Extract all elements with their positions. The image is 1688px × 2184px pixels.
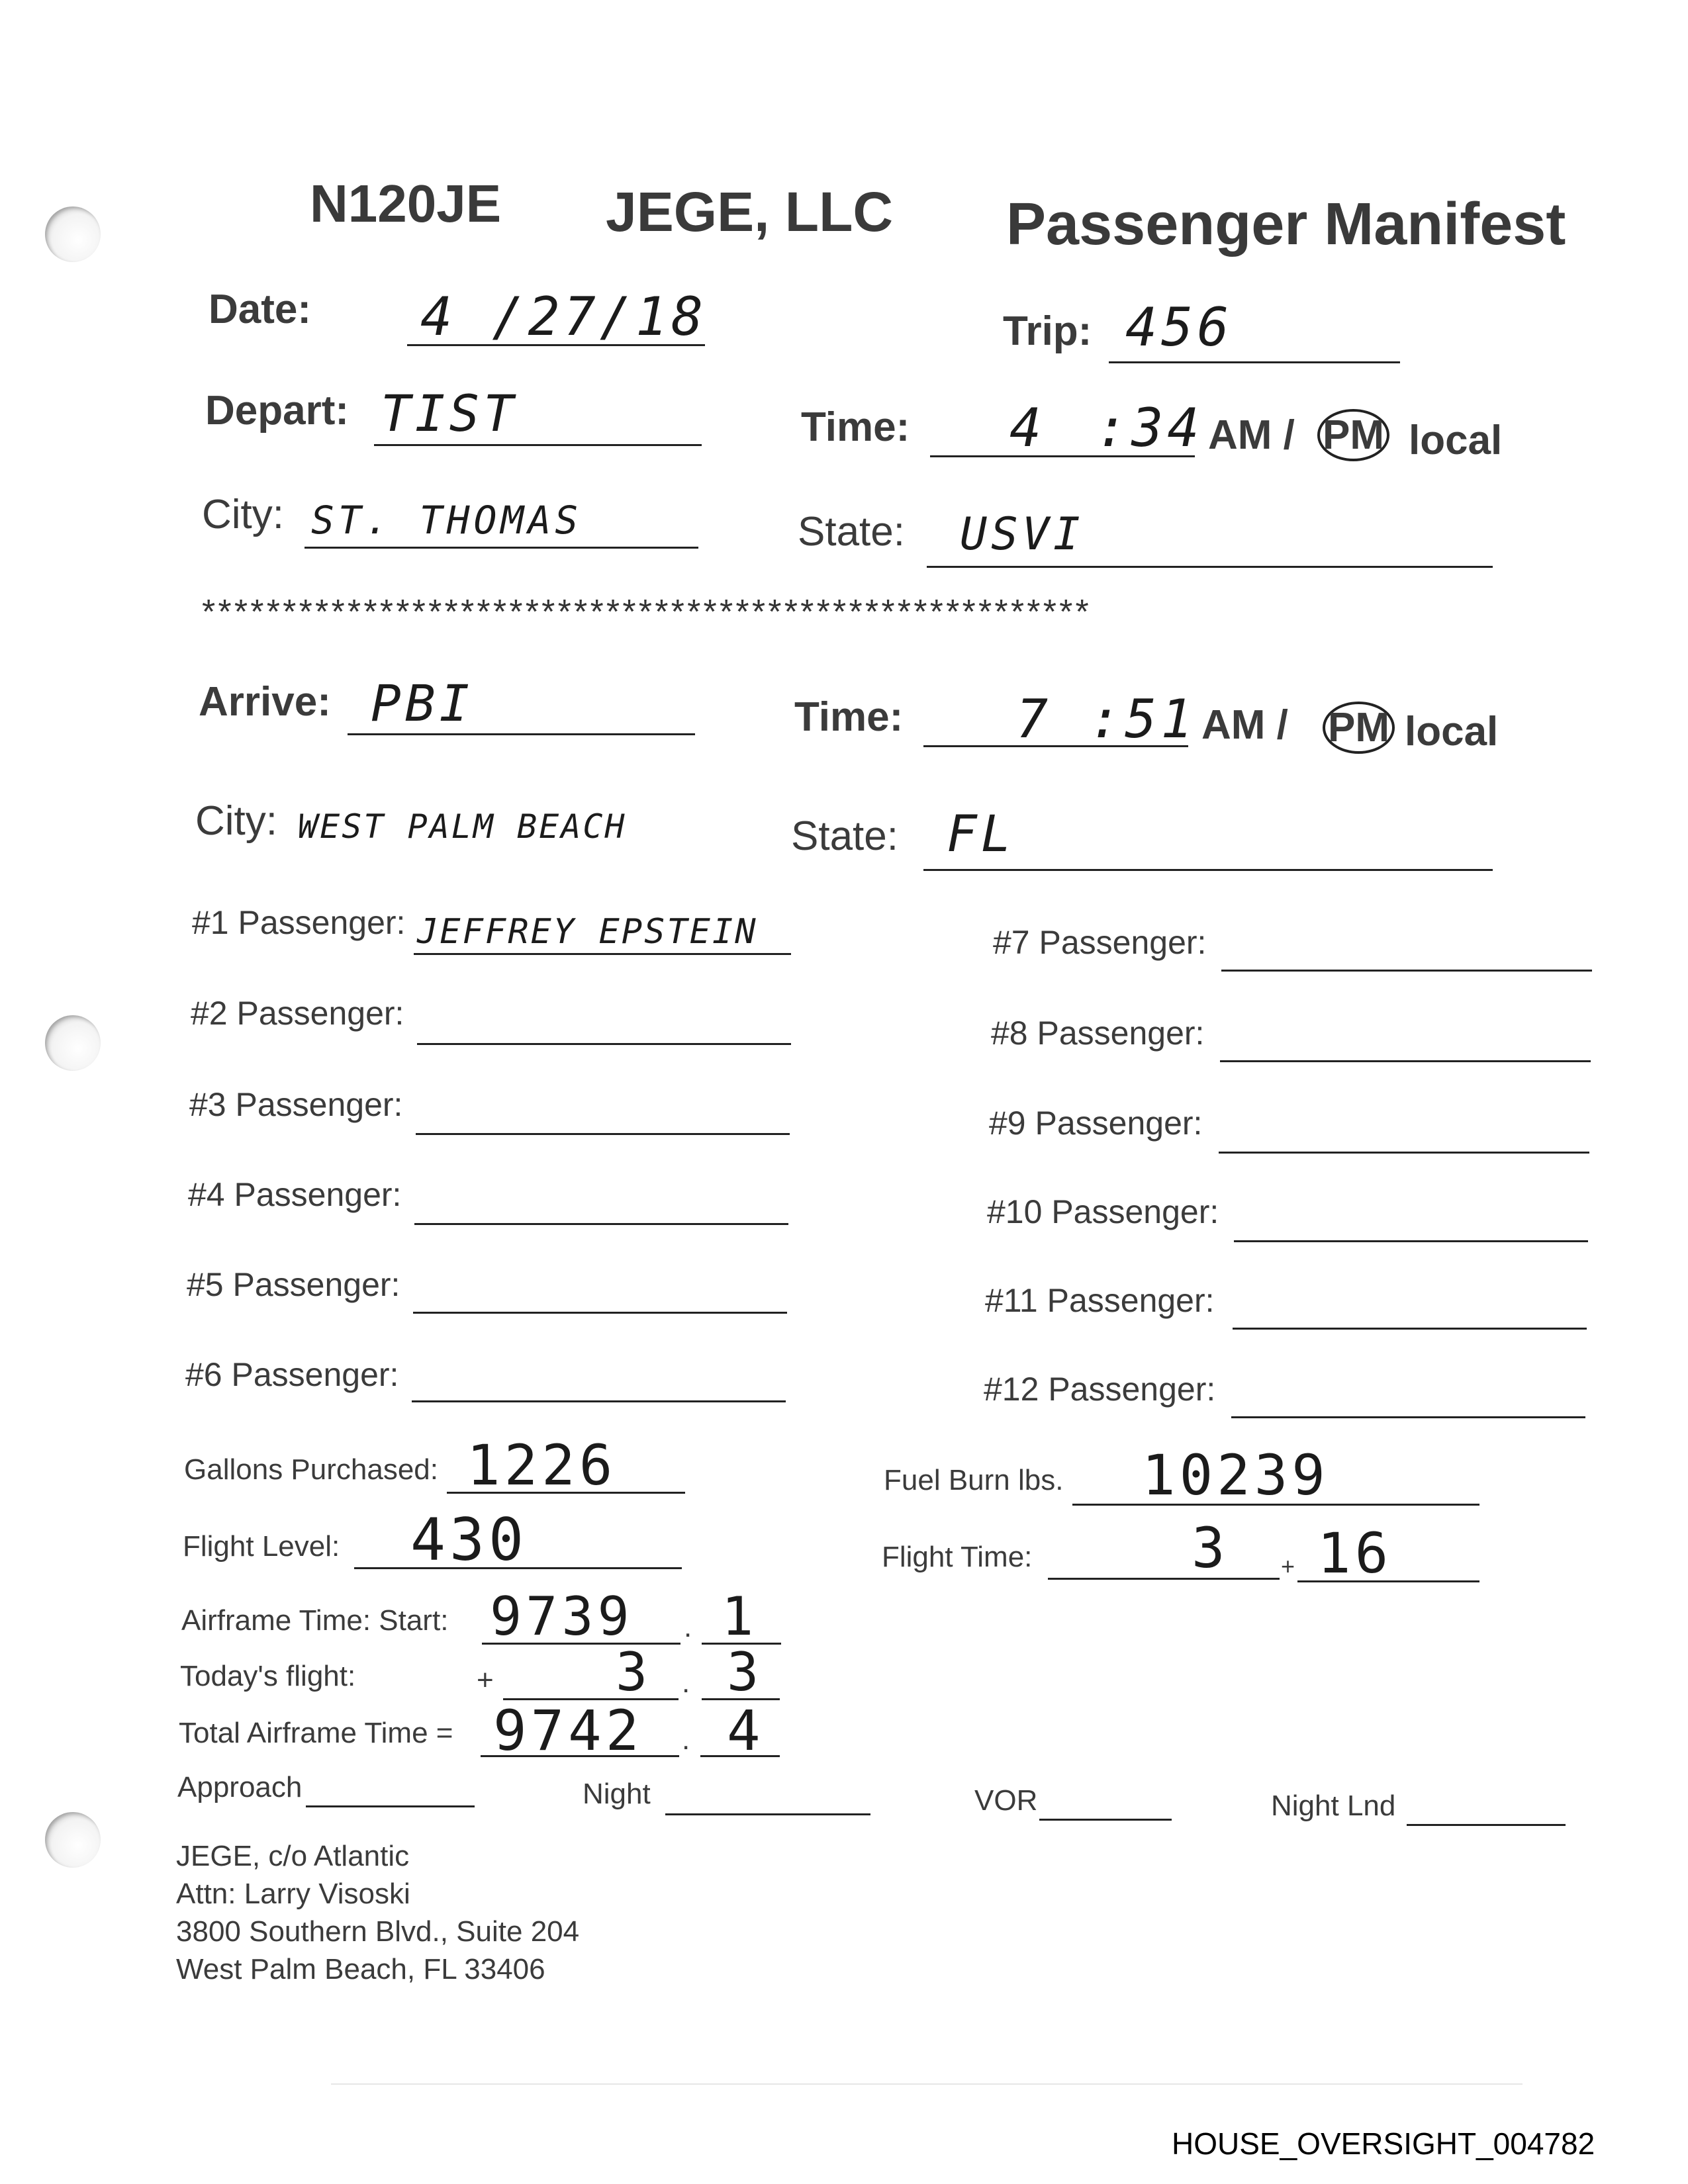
depart-state-label: State: xyxy=(798,509,905,555)
depart-state-value[interactable]: USVI xyxy=(960,508,1084,561)
passenger-7-label: #7 Passenger: xyxy=(993,924,1207,961)
passenger-3-label: #3 Passenger: xyxy=(189,1086,403,1123)
arrive-time-hour[interactable]: 7 xyxy=(1016,688,1053,750)
passenger-9-line xyxy=(1219,1152,1589,1154)
depart-local-label: local xyxy=(1409,418,1503,463)
passenger-9-label: #9 Passenger: xyxy=(989,1105,1203,1142)
passenger-4-label: #4 Passenger: xyxy=(188,1176,402,1213)
mailing-address xyxy=(176,1837,579,1988)
arrive-state-label: State: xyxy=(791,813,898,859)
depart-label: Depart: xyxy=(205,388,350,433)
depart-line xyxy=(374,444,702,446)
passenger-8-label: #8 Passenger: xyxy=(991,1015,1205,1052)
trip-line xyxy=(1109,361,1400,363)
arrive-time-label: Time: xyxy=(794,694,904,740)
total-tenth[interactable]: 4 xyxy=(727,1698,765,1763)
night-label: Night xyxy=(583,1778,651,1810)
arrive-state-line xyxy=(923,869,1493,871)
passenger-12-line xyxy=(1231,1416,1585,1418)
depart-city-label: City: xyxy=(202,492,284,537)
night-line xyxy=(665,1813,870,1815)
todays-flight-label: Today's flight: xyxy=(180,1660,356,1692)
arrive-local-label: local xyxy=(1405,709,1499,754)
passenger-5-line xyxy=(413,1312,787,1314)
vor-line xyxy=(1039,1819,1172,1821)
depart-value[interactable]: TIST xyxy=(381,384,518,443)
depart-time-label: Time: xyxy=(801,404,910,450)
trip-label: Trip: xyxy=(1003,308,1092,354)
date-label: Date: xyxy=(209,287,312,332)
trip-value[interactable]: 456 xyxy=(1125,296,1233,358)
flight-time-hours-line xyxy=(1048,1578,1280,1580)
flight-time-hours[interactable]: 3 xyxy=(1192,1516,1229,1580)
flight-time-minutes[interactable]: 16 xyxy=(1317,1521,1393,1586)
flight-time-plus: + xyxy=(1281,1553,1295,1580)
airframe-start-tenth[interactable]: 1 xyxy=(722,1586,758,1647)
flight-level-label: Flight Level: xyxy=(183,1530,340,1563)
bates-number: HOUSE_OVERSIGHT_004782 xyxy=(1172,2126,1595,2161)
depart-am-label: AM / xyxy=(1208,412,1295,458)
section-separator: ******************************************************* xyxy=(202,593,1092,631)
date-value[interactable]: 4 /27/18 xyxy=(420,286,708,347)
airframe-start-dot: . xyxy=(684,1611,692,1643)
total-dot: . xyxy=(682,1723,690,1756)
flight-time-label: Flight Time: xyxy=(882,1541,1033,1573)
arrive-state-value[interactable]: FL xyxy=(947,804,1015,863)
passenger-4-line xyxy=(414,1223,788,1225)
address-line-1: JEGE, c/o Atlantic xyxy=(176,1840,410,1872)
binder-hole-bottom xyxy=(45,1812,101,1868)
binder-hole-middle xyxy=(45,1015,101,1071)
company-name: JEGE, LLC xyxy=(606,181,894,243)
passenger-6-label: #6 Passenger: xyxy=(185,1356,399,1393)
approach-label: Approach xyxy=(177,1771,303,1803)
airframe-start-label: Airframe Time: Start: xyxy=(181,1604,449,1637)
night-lnd-line xyxy=(1407,1824,1566,1826)
passenger-12-label: #12 Passenger: xyxy=(984,1371,1216,1408)
passenger-10-label: #10 Passenger: xyxy=(987,1193,1219,1230)
passenger-10-line xyxy=(1234,1240,1588,1242)
passenger-1-label: #1 Passenger: xyxy=(192,904,406,941)
gallons-value[interactable]: 1226 xyxy=(467,1433,617,1498)
passenger-11-line xyxy=(1233,1328,1587,1330)
fuel-burn-value[interactable]: 10239 xyxy=(1142,1443,1329,1508)
todays-dot: . xyxy=(682,1666,690,1699)
flight-level-value[interactable]: 430 xyxy=(410,1506,528,1574)
depart-time-hour[interactable]: 4 xyxy=(1009,397,1046,459)
passenger-3-line xyxy=(416,1133,790,1135)
todays-tenth[interactable]: 3 xyxy=(727,1641,763,1703)
passenger-7-line xyxy=(1221,970,1592,972)
airframe-start-whole[interactable]: 9739 xyxy=(490,1586,633,1647)
arrive-pm-circled[interactable]: PM xyxy=(1323,702,1395,754)
arrive-label: Arrive: xyxy=(199,679,331,725)
address-line-2: Attn: Larry Visoski xyxy=(176,1878,410,1910)
arrive-am-label: AM / xyxy=(1201,702,1288,748)
passenger-5-label: #5 Passenger: xyxy=(187,1266,400,1303)
passenger-11-label: #11 Passenger: xyxy=(985,1282,1215,1319)
passenger-2-line xyxy=(417,1043,791,1045)
passenger-1-line xyxy=(414,953,791,955)
passenger-1-name[interactable]: JEFFREY EPSTEIN xyxy=(417,912,758,952)
arrive-time-minutes[interactable]: :51 xyxy=(1089,688,1197,750)
depart-pm-circled[interactable]: PM xyxy=(1317,409,1389,461)
address-line-3: 3800 Southern Blvd., Suite 204 xyxy=(176,1915,580,1948)
todays-whole[interactable]: 3 xyxy=(616,1641,652,1703)
arrive-line xyxy=(348,733,695,735)
vor-label: VOR xyxy=(974,1784,1038,1817)
depart-city-value[interactable]: ST. THOMAS xyxy=(311,498,583,543)
todays-flight-plus: + xyxy=(477,1664,494,1696)
approach-line xyxy=(306,1805,475,1807)
passenger-2-label: #2 Passenger: xyxy=(191,995,404,1032)
gallons-purchased-label: Gallons Purchased: xyxy=(184,1453,438,1486)
form-title: Passenger Manifest xyxy=(1006,191,1566,257)
total-airframe-label: Total Airframe Time = xyxy=(179,1717,453,1749)
depart-state-line xyxy=(927,566,1493,568)
address-line-4: West Palm Beach, FL 33406 xyxy=(176,1953,545,1985)
arrive-value[interactable]: PBI xyxy=(371,674,474,733)
depart-time-minutes[interactable]: :34 xyxy=(1096,397,1203,459)
arrive-city-label: City: xyxy=(195,798,277,844)
scan-edge-line xyxy=(331,2083,1523,2085)
fuel-burn-label: Fuel Burn lbs. xyxy=(884,1464,1064,1496)
binder-hole-top xyxy=(45,206,101,262)
depart-city-line xyxy=(305,547,698,549)
tail-number: N120JE xyxy=(310,174,502,233)
total-whole[interactable]: 9742 xyxy=(493,1698,643,1763)
night-lnd-label: Night Lnd xyxy=(1271,1790,1396,1822)
passenger-6-line xyxy=(412,1400,786,1402)
arrive-city-value[interactable]: WEST PALM BEACH xyxy=(298,807,627,846)
passenger-8-line xyxy=(1220,1060,1591,1062)
